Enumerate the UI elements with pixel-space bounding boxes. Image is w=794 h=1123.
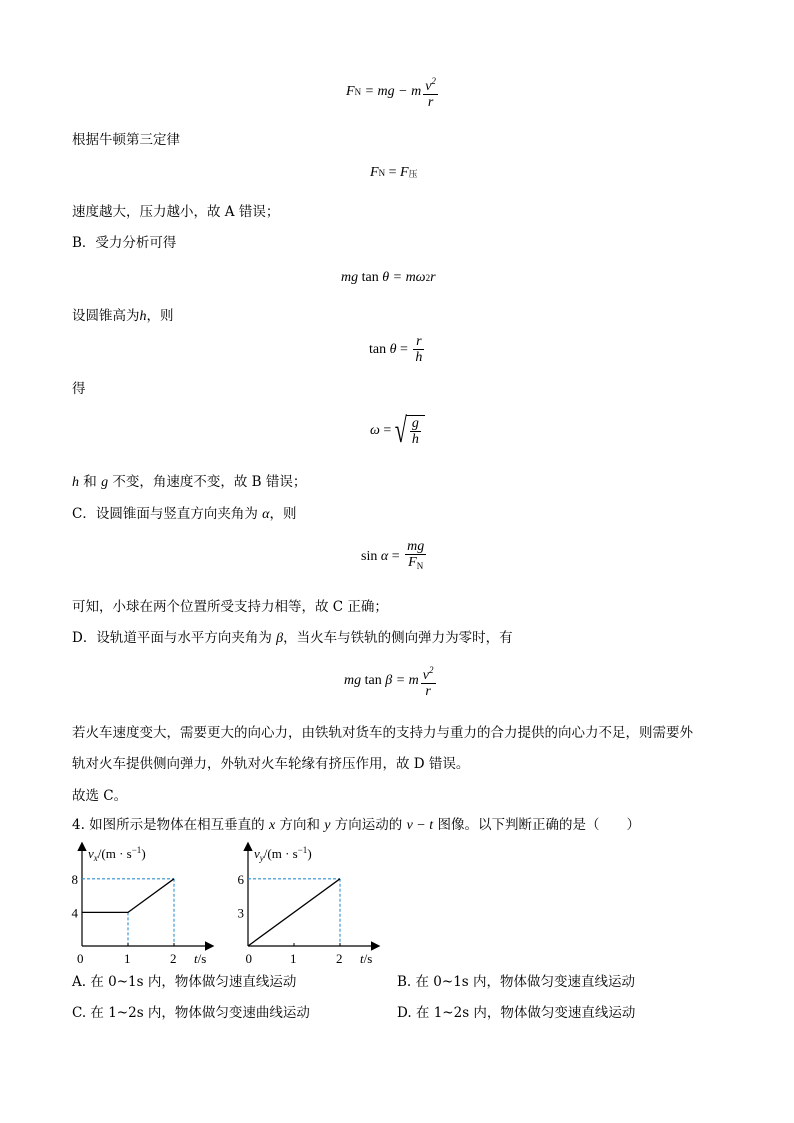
text-option-d-explanation-2: 轨对火车提供侧向弹力，外轨对火车轮缘有挤压作用，故 D 错误。 <box>72 756 470 772</box>
eq-symbol: α <box>380 548 389 564</box>
series-line <box>82 879 174 913</box>
text-fragment: ，当火车与铁轨的侧向弹力为零时，有 <box>283 630 513 646</box>
eq-symbol: r <box>430 270 436 285</box>
chart-vx-t <box>62 838 222 970</box>
text-option-d-head <box>72 629 513 648</box>
eq-symbol: θ <box>382 270 390 285</box>
x-axis-label: t/s <box>194 951 207 966</box>
fraction-numerator: g <box>411 416 419 431</box>
text-fragment: 和 <box>79 474 102 490</box>
fraction <box>405 539 426 574</box>
equation-tan <box>369 334 426 365</box>
fraction <box>421 663 436 699</box>
text-fragment: ，则 <box>146 308 174 324</box>
equation-b <box>341 270 436 286</box>
text-fragment: 方向运动的 <box>330 817 407 833</box>
eq-text: sin <box>361 548 381 564</box>
eq-superscript: 2 <box>425 273 431 283</box>
text-fragment: C．设圆锥面与竖直方向夹角为 <box>72 506 263 522</box>
eq-symbol: θ <box>389 341 397 357</box>
eq-text: = <box>388 548 404 564</box>
option-b[interactable]: B. 在 0~1s 内，物体做匀变速直线运动 <box>397 974 636 990</box>
eq-symbol: F <box>370 165 379 180</box>
eq-text: = <box>396 341 412 357</box>
text-set-height <box>72 307 174 326</box>
y-tick-label: 6 <box>237 871 244 887</box>
eq-symbol: β <box>385 673 393 688</box>
equation-sin <box>361 539 428 574</box>
eq-text: = mg − m <box>361 84 422 99</box>
x-tick-label: 2 <box>170 951 177 966</box>
eq-symbol: y <box>324 818 331 833</box>
eq-subscript: N <box>416 561 424 571</box>
radicand <box>406 415 425 447</box>
fraction <box>410 416 421 447</box>
fraction-denominator: r <box>425 684 431 699</box>
question-4-stem <box>72 816 640 835</box>
equation-normal-force <box>346 74 440 110</box>
eq-symbol: v − t <box>406 818 434 833</box>
y-tick-label: 4 <box>71 905 78 921</box>
text-therefore: 得 <box>72 381 86 397</box>
x-tick-label: 2 <box>336 951 343 966</box>
radical-sign: √ <box>394 410 407 451</box>
eq-text: = mω <box>389 270 426 285</box>
equation-omega <box>370 410 425 451</box>
fraction-numerator: r <box>413 334 424 350</box>
eq-symbol: F <box>399 165 409 180</box>
fraction-denominator: h <box>411 432 419 447</box>
equation-d <box>344 663 438 699</box>
eq-symbol: h <box>139 309 147 324</box>
eq-symbol: ω <box>370 423 380 438</box>
eq-subscript: 压 <box>408 168 418 179</box>
eq-text: = <box>379 423 395 438</box>
fraction-denominator: r <box>427 95 434 110</box>
text-option-b-head: B．受力分析可得 <box>72 235 177 251</box>
eq-symbol: α <box>262 507 270 522</box>
eq-symbol: g <box>101 475 109 490</box>
fraction-denominator <box>405 555 426 574</box>
eq-subscript: N <box>354 87 362 97</box>
equation-third-law <box>370 165 418 181</box>
text-fragment: 4. 如图所示是物体在相互垂直的 <box>72 817 269 833</box>
x-tick-label: 1 <box>290 951 297 966</box>
text-fragment: 不变，角速度不变，故 B 错误； <box>108 474 307 490</box>
eq-symbol: v <box>422 668 429 683</box>
text-option-b-wrong <box>72 473 306 492</box>
y-axis-label: $v_x/(m \cdot s^{-1})$ <box>88 845 146 863</box>
text-fragment: 设圆锥高为 <box>72 308 140 324</box>
eq-superscript: 2 <box>429 665 434 675</box>
eq-text: = m <box>392 673 419 688</box>
x-axis-label: t/s <box>360 951 373 966</box>
y-tick-label: 0 <box>245 951 252 966</box>
text-newton-third-law: 根据牛顿第三定律 <box>72 132 180 148</box>
eq-symbol: β <box>276 631 284 646</box>
eq-symbol: v <box>425 79 432 94</box>
eq-symbol: mg <box>344 673 362 688</box>
eq-symbol: F <box>346 84 355 99</box>
text-option-d-explanation-1: 若火车速度变大，需要更大的向心力，由铁轨对货车的支持力与重力的合力提供的向心力不足，则需要外 <box>72 725 693 741</box>
text-fragment: D．设轨道平面与水平方向夹角为 <box>72 630 277 646</box>
text-option-a-wrong: 速度越大，压力越小，故 A 错误； <box>72 204 280 220</box>
text-fragment: ，则 <box>269 506 297 522</box>
eq-subscript: N <box>378 168 386 178</box>
option-a[interactable]: A. 在 0~1s 内，物体做匀速直线运动 <box>72 974 297 990</box>
fraction-numerator: mg <box>407 539 425 554</box>
y-tick-label: 8 <box>71 871 78 887</box>
y-axis-label: $v_y/(m \cdot s^{-1})$ <box>254 845 312 863</box>
x-tick-label: 1 <box>124 951 131 966</box>
eq-text: = <box>385 165 400 180</box>
eq-symbol: h <box>72 475 79 490</box>
option-d[interactable]: D. 在 1~2s 内，物体做匀变速直线运动 <box>397 1005 636 1021</box>
fraction-numerator <box>421 663 436 684</box>
text-option-c-head <box>72 505 296 524</box>
eq-symbol: F <box>408 555 417 570</box>
eq-symbol: mg <box>341 270 359 285</box>
eq-text: tan <box>361 673 386 688</box>
series-line <box>248 879 340 946</box>
eq-text: tan <box>358 270 383 285</box>
fraction <box>413 334 424 365</box>
text-option-c-right: 可知，小球在两个位置所受支持力相等，故 C 正确； <box>72 599 388 615</box>
fraction-numerator <box>423 74 438 95</box>
origin-label: 0 <box>77 951 84 966</box>
text-fragment: 图像。以下判断正确的是（ ） <box>433 817 640 833</box>
eq-superscript: 2 <box>431 76 436 86</box>
text-fragment: 方向和 <box>275 817 325 833</box>
y-tick-label: 3 <box>237 905 244 921</box>
chart-vy-t <box>228 838 388 970</box>
fraction <box>423 74 438 110</box>
eq-symbol: x <box>268 818 276 833</box>
eq-text: tan <box>369 341 390 357</box>
square-root <box>394 410 425 451</box>
option-c[interactable]: C. 在 1~2s 内，物体做匀变速曲线运动 <box>72 1005 310 1021</box>
text-answer: 故选 C。 <box>72 788 128 804</box>
fraction-denominator: h <box>415 350 423 365</box>
